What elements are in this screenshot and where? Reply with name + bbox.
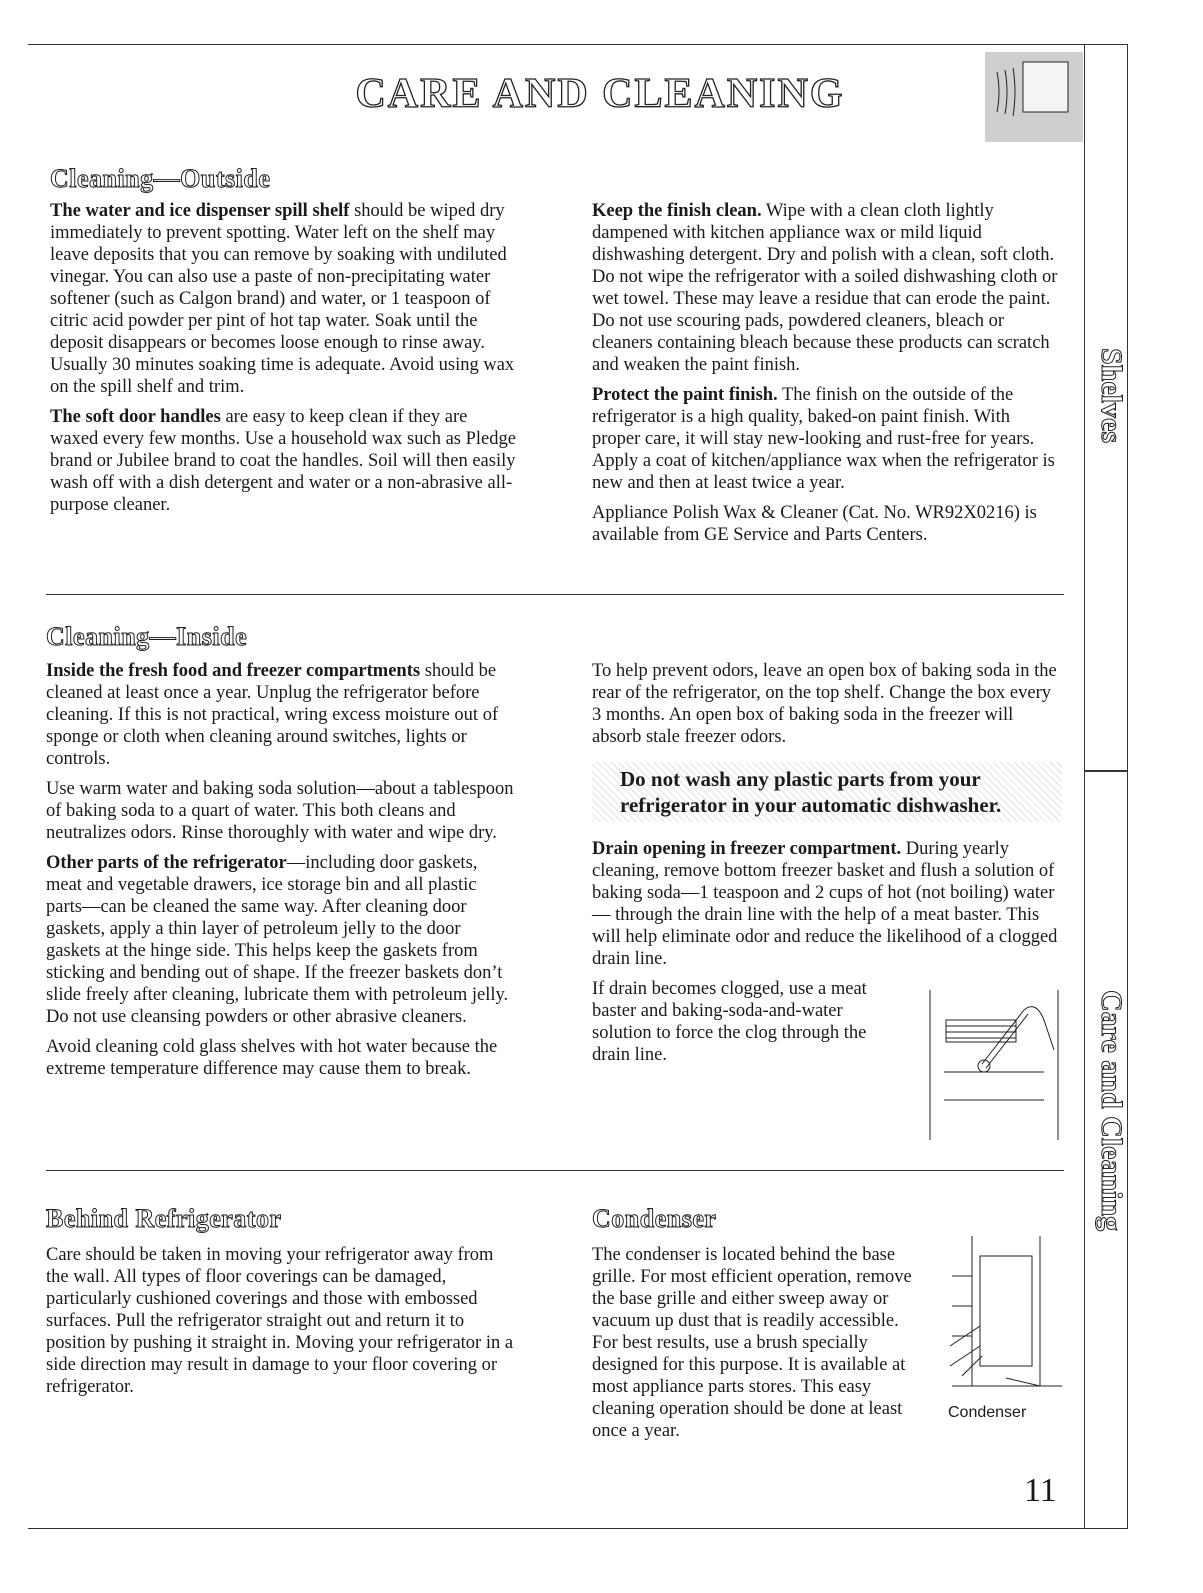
outside-left-column <box>50 200 520 524</box>
page-title: CARE AND CLEANING <box>355 71 845 117</box>
outside-p1-text: should be wiped dry immediately to prevent spotting. Water left on the shelf may leave deposits that you can remove by soaking with undiluted vinegar. You can also use a paste of non-precipitating water softener (such as Calgon brand) and water, or 1 teaspoon of citric acid powder per pint of hot tap water. Soak until the deposit disappears or becomes loose enough to rinse away. Usually 30 minutes soaking time is adequate. Avoid using wax on the spill shelf and trim. <box>50 201 515 397</box>
inside-p1-bold: Inside the fresh food and freezer compartments <box>46 661 421 681</box>
tab-care-and-cleaning[interactable]: Care and Cleaning <box>1095 990 1128 1232</box>
dishwasher-warning: Do not wash any plastic parts from your refrigerator in your automatic dishwasher. <box>592 762 1062 822</box>
heading-condenser: Condenser <box>592 1204 717 1233</box>
outside-paragraph-5: Appliance Polish Wax & Cleaner (Cat. No. WR92X0216) is available from GE Service and Parts Centers. <box>592 503 1037 545</box>
condenser-caption: Condenser <box>948 1404 1027 1421</box>
inside-paragraph-2: Use warm water and baking soda solution—about a tablespoon of baking soda to a quart of water. This both cleans and neutralizes odors. Rinse thoroughly with water and wipe dry. <box>46 779 514 843</box>
inside-paragraph-3 <box>46 852 516 1028</box>
cleaning-hand-icon <box>985 52 1083 142</box>
outside-paragraph-1 <box>50 200 520 398</box>
inside-paragraph-6 <box>592 838 1062 970</box>
outside-paragraph-3 <box>592 200 1062 376</box>
right-border <box>1127 44 1128 1529</box>
outside-paragraph-4 <box>592 384 1062 494</box>
inside-p3-text: —including door gaskets, meat and vegetable drawers, ice storage bin and all plastic parts—can be cleaned the same way. After cleaning door gaskets, apply a thin layer of petroleum jelly to the door gaskets at the hinge side. This helps keep the gaskets from sticking and bending out of shape. If the freezer baskets don’t slide freely after cleaning, lubricate them with petroleum jelly. Do not use cleansing powders or other abrasive cleaners. <box>46 853 509 1027</box>
condenser-column <box>592 1244 917 1450</box>
inside-paragraph-5: To help prevent odors, leave an open box of baking soda in the rear of the refrigerator, on the top shelf. Change the box every 3 months. An open box of baking soda in the freezer will absorb stale freezer odors. <box>592 661 1057 747</box>
condenser-illustration <box>922 1236 1068 1402</box>
outside-p4-text: The finish on the outside of the refrigerator is a high quality, baked-on paint finish. With proper care, it will stay new-looking and rust-free for years. Apply a coat of kitchen/appliance wax when the refrigerator is new and then at least twice a year. <box>592 385 1055 493</box>
page-number: 11 <box>1024 1472 1057 1509</box>
outside-p3-bold: Keep the finish clean. <box>592 201 762 221</box>
section-divider-2 <box>46 1170 1064 1171</box>
inside-p1-text: should be cleaned at least once a year. Unplug the refrigerator before cleaning. If this is not practical, wring excess moisture out of sponge or cloth when cleaning around switches, lights or controls. <box>46 661 499 769</box>
section-divider-1 <box>46 594 1064 595</box>
behind-column <box>46 1244 516 1406</box>
tab-divider-line <box>1084 44 1085 1529</box>
condenser-paragraph-1: The condenser is located behind the base grille. For most efficient operation, remove the base grille and either sweep away or vacuum up dust that is readily accessible. For best results, use a brush specially designed for this purpose. It is available at most appliance parts stores. This easy cleaning operation should be done at least once a year. <box>592 1245 912 1441</box>
outside-p1-bold: The water and ice dispenser spill shelf <box>50 201 350 221</box>
inside-paragraph-7: If drain becomes clogged, use a meat baster and baking-soda-and-water solution to force the clog through the drain line. <box>592 979 867 1065</box>
outside-right-column <box>592 200 1062 554</box>
tab-shelves[interactable]: Shelves <box>1095 348 1128 444</box>
tab-separator <box>1084 770 1128 772</box>
inside-paragraph-4: Avoid cleaning cold glass shelves with hot water because the extreme temperature difference may cause them to break. <box>46 1037 498 1079</box>
outside-p3-text: Wipe with a clean cloth lightly dampened with kitchen appliance wax or mild liquid dishwashing detergent. Dry and polish with a clean, soft cloth. Do not wipe the refrigerator with a soiled dishwashing cloth or wet towel. These may leave a residue that can erode the paint. Do not use scouring pads, powdered cleaners, bleach or cleaners containing bleach because these products can scratch and weaken the paint finish. <box>592 201 1058 375</box>
outside-p2-text: are easy to keep clean if they are waxed every few months. Use a household wax such as Pledge brand or Jubilee brand to coat the handles. Soil will then easily wash off with a dish detergent and water or a non-abrasive all-purpose cleaner. <box>50 407 516 515</box>
inside-p6-text: During yearly cleaning, remove bottom freezer basket and flush a solution of baking soda—1 teaspoon and 2 cups of hot (not boiling) water— through the drain line with the help of a meat baster. This will help eliminate odor and reduce the likelihood of a clogged drain line. <box>592 839 1058 969</box>
outside-paragraph-2 <box>50 406 520 516</box>
inside-p6-bold: Drain opening in freezer compartment. <box>592 839 902 859</box>
inside-paragraph-1 <box>46 660 516 770</box>
outside-p4-bold: Protect the paint finish. <box>592 385 778 405</box>
outside-p2-bold: The soft door handles <box>50 407 221 427</box>
meat-baster-illustration <box>924 990 1064 1140</box>
inside-p3-bold: Other parts of the refrigerator <box>46 853 287 873</box>
heading-cleaning-inside: Cleaning—Inside <box>46 622 248 651</box>
inside-left-column <box>46 660 516 1088</box>
behind-paragraph-1: Care should be taken in moving your refrigerator away from the wall. All types of floor coverings can be damaged, particularly cushioned coverings and those with embossed surfaces. Pull the refrigerator straight out and return it to position by pushing it straight in. Moving your refrigerator in a side direction may result in damage to your floor covering or refrigerator. <box>46 1245 514 1397</box>
top-border <box>28 44 1128 45</box>
heading-behind-refrigerator: Behind Refrigerator <box>46 1204 282 1233</box>
heading-cleaning-outside: Cleaning—Outside <box>50 164 271 193</box>
bottom-border <box>28 1528 1128 1529</box>
